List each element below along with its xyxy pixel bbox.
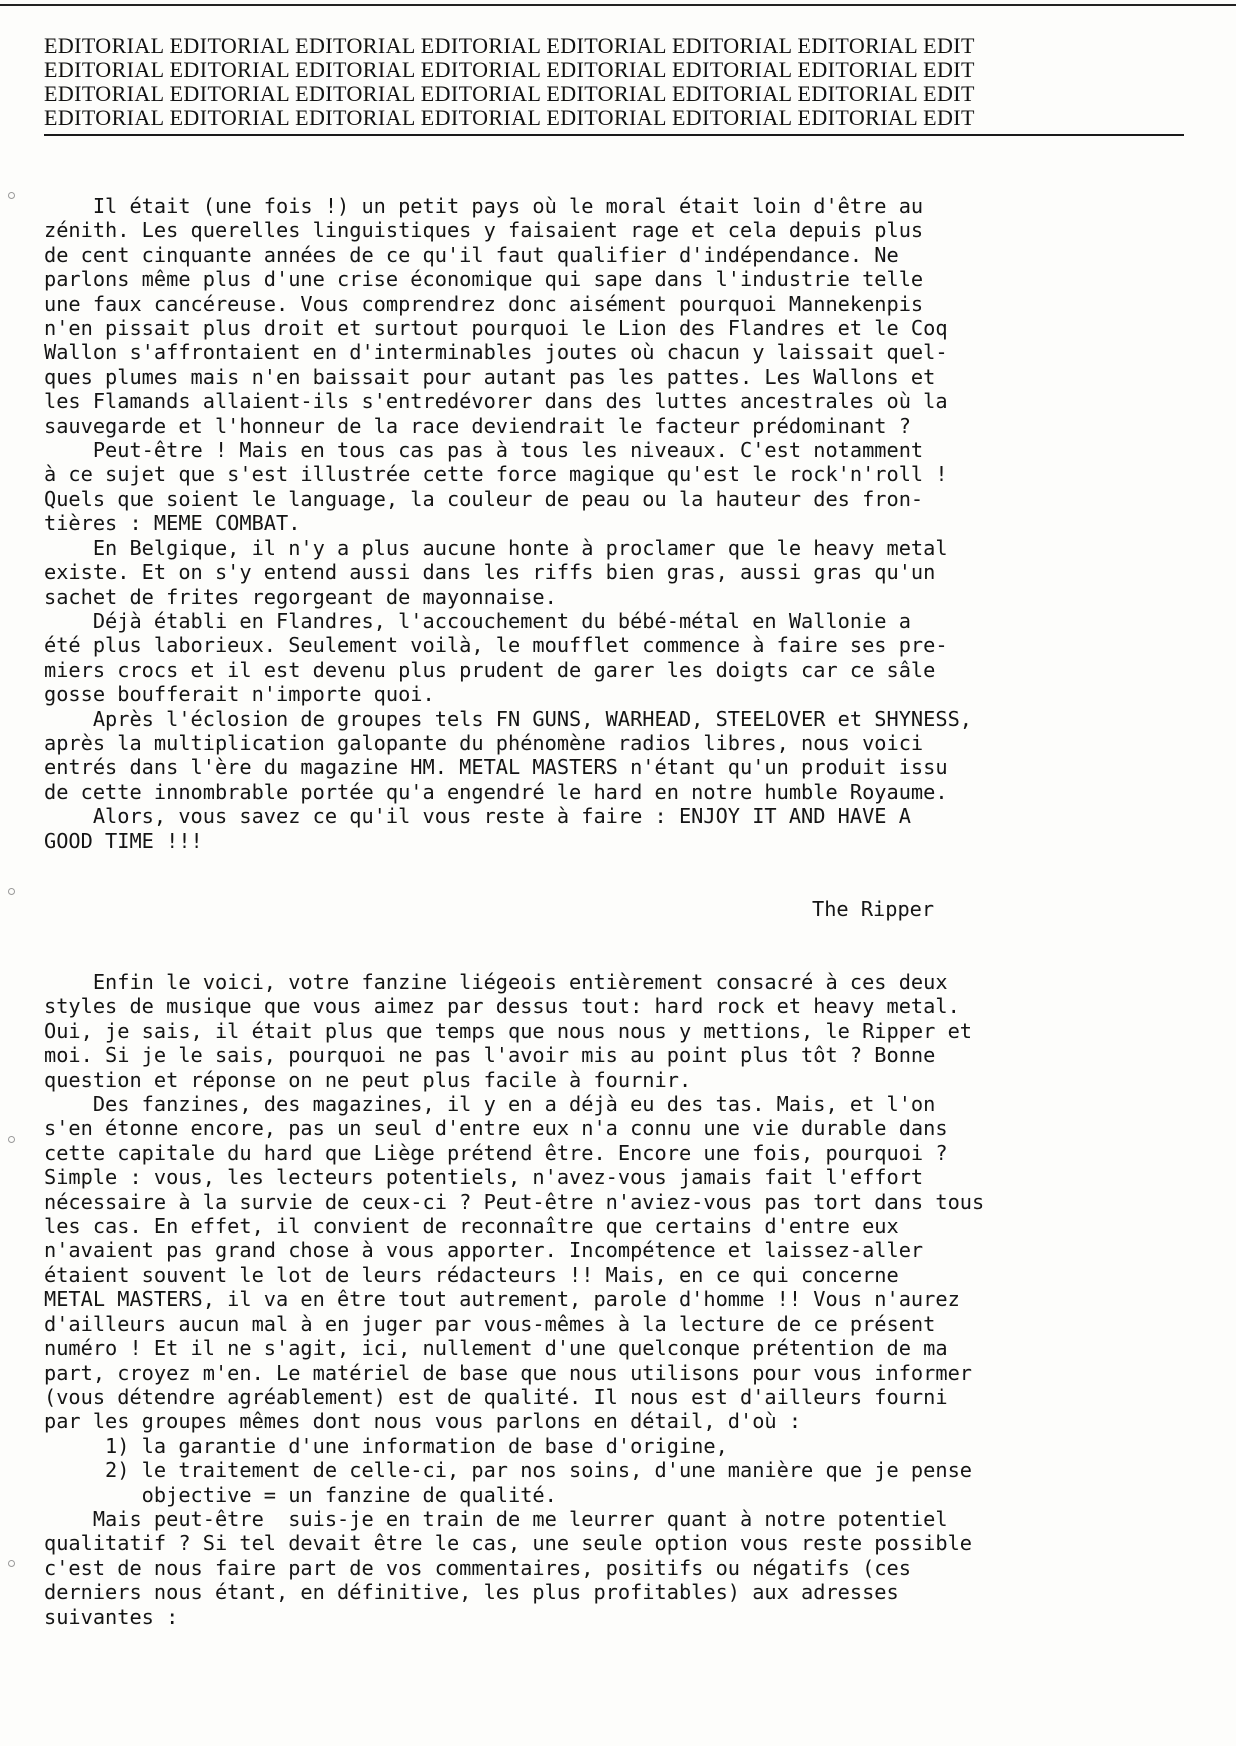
text-line: Il était (une fois !) un petit pays où le moral était loin d'être au — [44, 194, 924, 218]
text-line: numéro ! Et il ne s'agit, ici, nullement d'une quelconque prétention de ma — [44, 1336, 948, 1361]
text-line: Quels que soient le language, la couleur de peau ou la hauteur des fron- — [44, 486, 924, 511]
text-line: existe. Et on s'y entend aussi dans les riffs bien gras, aussi gras qu'un — [44, 560, 936, 585]
text-line: zénith. Les querelles linguistiques y faisaient rage et cela depuis plus — [44, 218, 924, 243]
banner-line: EDITORIAL EDITORIAL EDITORIAL EDITORIAL EDITORIAL EDITORIAL EDITORIAL EDIT — [44, 33, 975, 58]
text-line: Après l'éclosion de groupes tels FN GUNS, WARHEAD, STEELOVER et SHYNESS, — [44, 706, 972, 731]
text-line: miers crocs et il est devenu plus prudent de garer les doigts car ce sâle — [44, 657, 936, 682]
margin-mark — [8, 192, 15, 199]
text-line: derniers nous étant, en définitive, les plus profitables) aux adresses — [44, 1580, 899, 1605]
text-line: parlons même plus d'une crise économique qui sape dans l'industrie telle — [44, 267, 924, 292]
text-line: après la multiplication galopante du phénomène radios libres, nous voici — [44, 730, 924, 755]
text-line: part, croyez m'en. Le matériel de base que nous utilisons pour vous informer — [44, 1360, 972, 1385]
text-line: une faux cancéreuse. Vous comprendrez donc aisément pourquoi Mannekenpis — [44, 291, 924, 316]
text-line: ques plumes mais n'en baissait pour autant pas les pattes. Les Wallons et — [44, 364, 936, 389]
editorial-two — [44, 970, 1204, 1629]
text-line: de cent cinquante années de ce qu'il faut qualifier d'indépendance. Ne — [44, 242, 899, 267]
text-line: Déjà établi en Flandres, l'accouchement du bébé-métal en Wallonie a — [44, 608, 911, 633]
text-line: Mais peut-être suis-je en train de me leurrer quant à notre potentiel — [44, 1506, 948, 1531]
text-line: sachet de frites regorgeant de mayonnaise. — [44, 584, 557, 609]
text-line: gosse boufferait n'importe quoi. — [44, 682, 435, 707]
text-line: moi. Si je le sais, pourquoi ne pas l'avoir mis au point plus tôt ? Bonne — [44, 1043, 936, 1068]
text-line: Enfin le voici, votre fanzine liégeois entièrement consacré à ces deux — [44, 970, 948, 994]
text-line: par les groupes mêmes dont nous vous parlons en détail, d'où : — [44, 1409, 802, 1434]
text-line: de cette innombrable portée qu'a engendré le hard en notre humble Royaume. — [44, 779, 948, 804]
text-line: En Belgique, il n'y a plus aucune honte à proclamer que le heavy metal — [44, 535, 948, 560]
text-line: été plus laborieux. Seulement voilà, le moufflet commence à faire ses pre- — [44, 633, 948, 658]
text-line: styles de musique que vous aimez par dessus tout: hard rock et heavy metal. — [44, 994, 960, 1019]
margin-mark — [8, 888, 15, 895]
text-line: suivantes : — [44, 1604, 179, 1629]
editorial-banner — [44, 34, 1184, 136]
banner-line: EDITORIAL EDITORIAL EDITORIAL EDITORIAL EDITORIAL EDITORIAL EDITORIAL EDIT — [44, 105, 975, 130]
text-line: nécessaire à la survie de ceux-ci ? Peut-être n'aviez-vous pas tort dans tous — [44, 1189, 985, 1214]
text-line: s'en étonne encore, pas un seul d'entre eux n'a connu une vie durable dans — [44, 1116, 948, 1141]
text-line: question et réponse on ne peut plus facile à fournir. — [44, 1067, 692, 1092]
text-line: METAL MASTERS, il va en être tout autrement, parole d'homme !! Vous n'aurez — [44, 1287, 960, 1312]
margin-mark — [8, 1136, 15, 1143]
editorial-one — [44, 194, 1204, 853]
text-line: Des fanzines, des magazines, il y en a déjà eu des tas. Mais, et l'on — [44, 1092, 936, 1117]
text-line: Oui, je sais, il était plus que temps que nous nous y mettions, le Ripper et — [44, 1018, 972, 1043]
text-line: n'en pissait plus droit et surtout pourquoi le Lion des Flandres et le Coq — [44, 316, 948, 341]
text-line: n'avaient pas grand chose à vous apporter. Incompétence et laissez-aller — [44, 1238, 924, 1263]
text-line: Wallon s'affrontaient en d'interminables joutes où chacun y laissait quel- — [44, 340, 948, 365]
text-line: d'ailleurs aucun mal à en juger par vous-mêmes à la lecture de ce présent — [44, 1311, 936, 1336]
text-line: c'est de nous faire part de vos commentaires, positifs ou négatifs (ces — [44, 1555, 911, 1580]
text-line: 2) le traitement de celle-ci, par nos soins, d'une manière que je pense — [44, 1458, 972, 1483]
text-line: cette capitale du hard que Liège prétend être. Encore une fois, pourquoi ? — [44, 1140, 948, 1165]
text-line: tières : MEME COMBAT. — [44, 511, 301, 536]
text-line: entrés dans l'ère du magazine HM. METAL MASTERS n'étant qu'un produit issu — [44, 755, 948, 780]
banner-line: EDITORIAL EDITORIAL EDITORIAL EDITORIAL EDITORIAL EDITORIAL EDITORIAL EDIT — [44, 81, 975, 106]
text-line: les Flamands allaient-ils s'entredévorer dans des luttes ancestrales où la — [44, 389, 948, 414]
text-line: Peut-être ! Mais en tous cas pas à tous les niveaux. C'est notamment — [44, 438, 924, 463]
text-line: objective = un fanzine de qualité. — [44, 1482, 557, 1507]
text-line: à ce sujet que s'est illustrée cette force magique qu'est le rock'n'roll ! — [44, 462, 948, 487]
text-line: étaient souvent le lot de leurs rédacteurs !! Mais, en ce qui concerne — [44, 1262, 899, 1287]
signature: The Ripper — [812, 897, 935, 921]
text-line: Simple : vous, les lecteurs potentiels, n'avez-vous jamais fait l'effort — [44, 1165, 924, 1190]
text-line: GOOD TIME !!! — [44, 828, 203, 853]
margin-mark — [8, 1560, 15, 1567]
text-line: 1) la garantie d'une information de base d'origine, — [44, 1433, 728, 1458]
text-line: les cas. En effet, il convient de reconnaître que certains d'entre eux — [44, 1214, 899, 1239]
text-line: Alors, vous savez ce qu'il vous reste à faire : ENJOY IT AND HAVE A — [44, 804, 911, 829]
text-line: (vous détendre agréablement) est de qualité. Il nous est d'ailleurs fourni — [44, 1384, 948, 1409]
top-rule — [0, 4, 1236, 6]
banner-line: EDITORIAL EDITORIAL EDITORIAL EDITORIAL EDITORIAL EDITORIAL EDITORIAL EDIT — [44, 57, 975, 82]
text-line: sauvegarde et l'honneur de la race deviendrait le facteur prédominant ? — [44, 413, 911, 438]
text-line: qualitatif ? Si tel devait être le cas, une seule option vous reste possible — [44, 1531, 972, 1556]
